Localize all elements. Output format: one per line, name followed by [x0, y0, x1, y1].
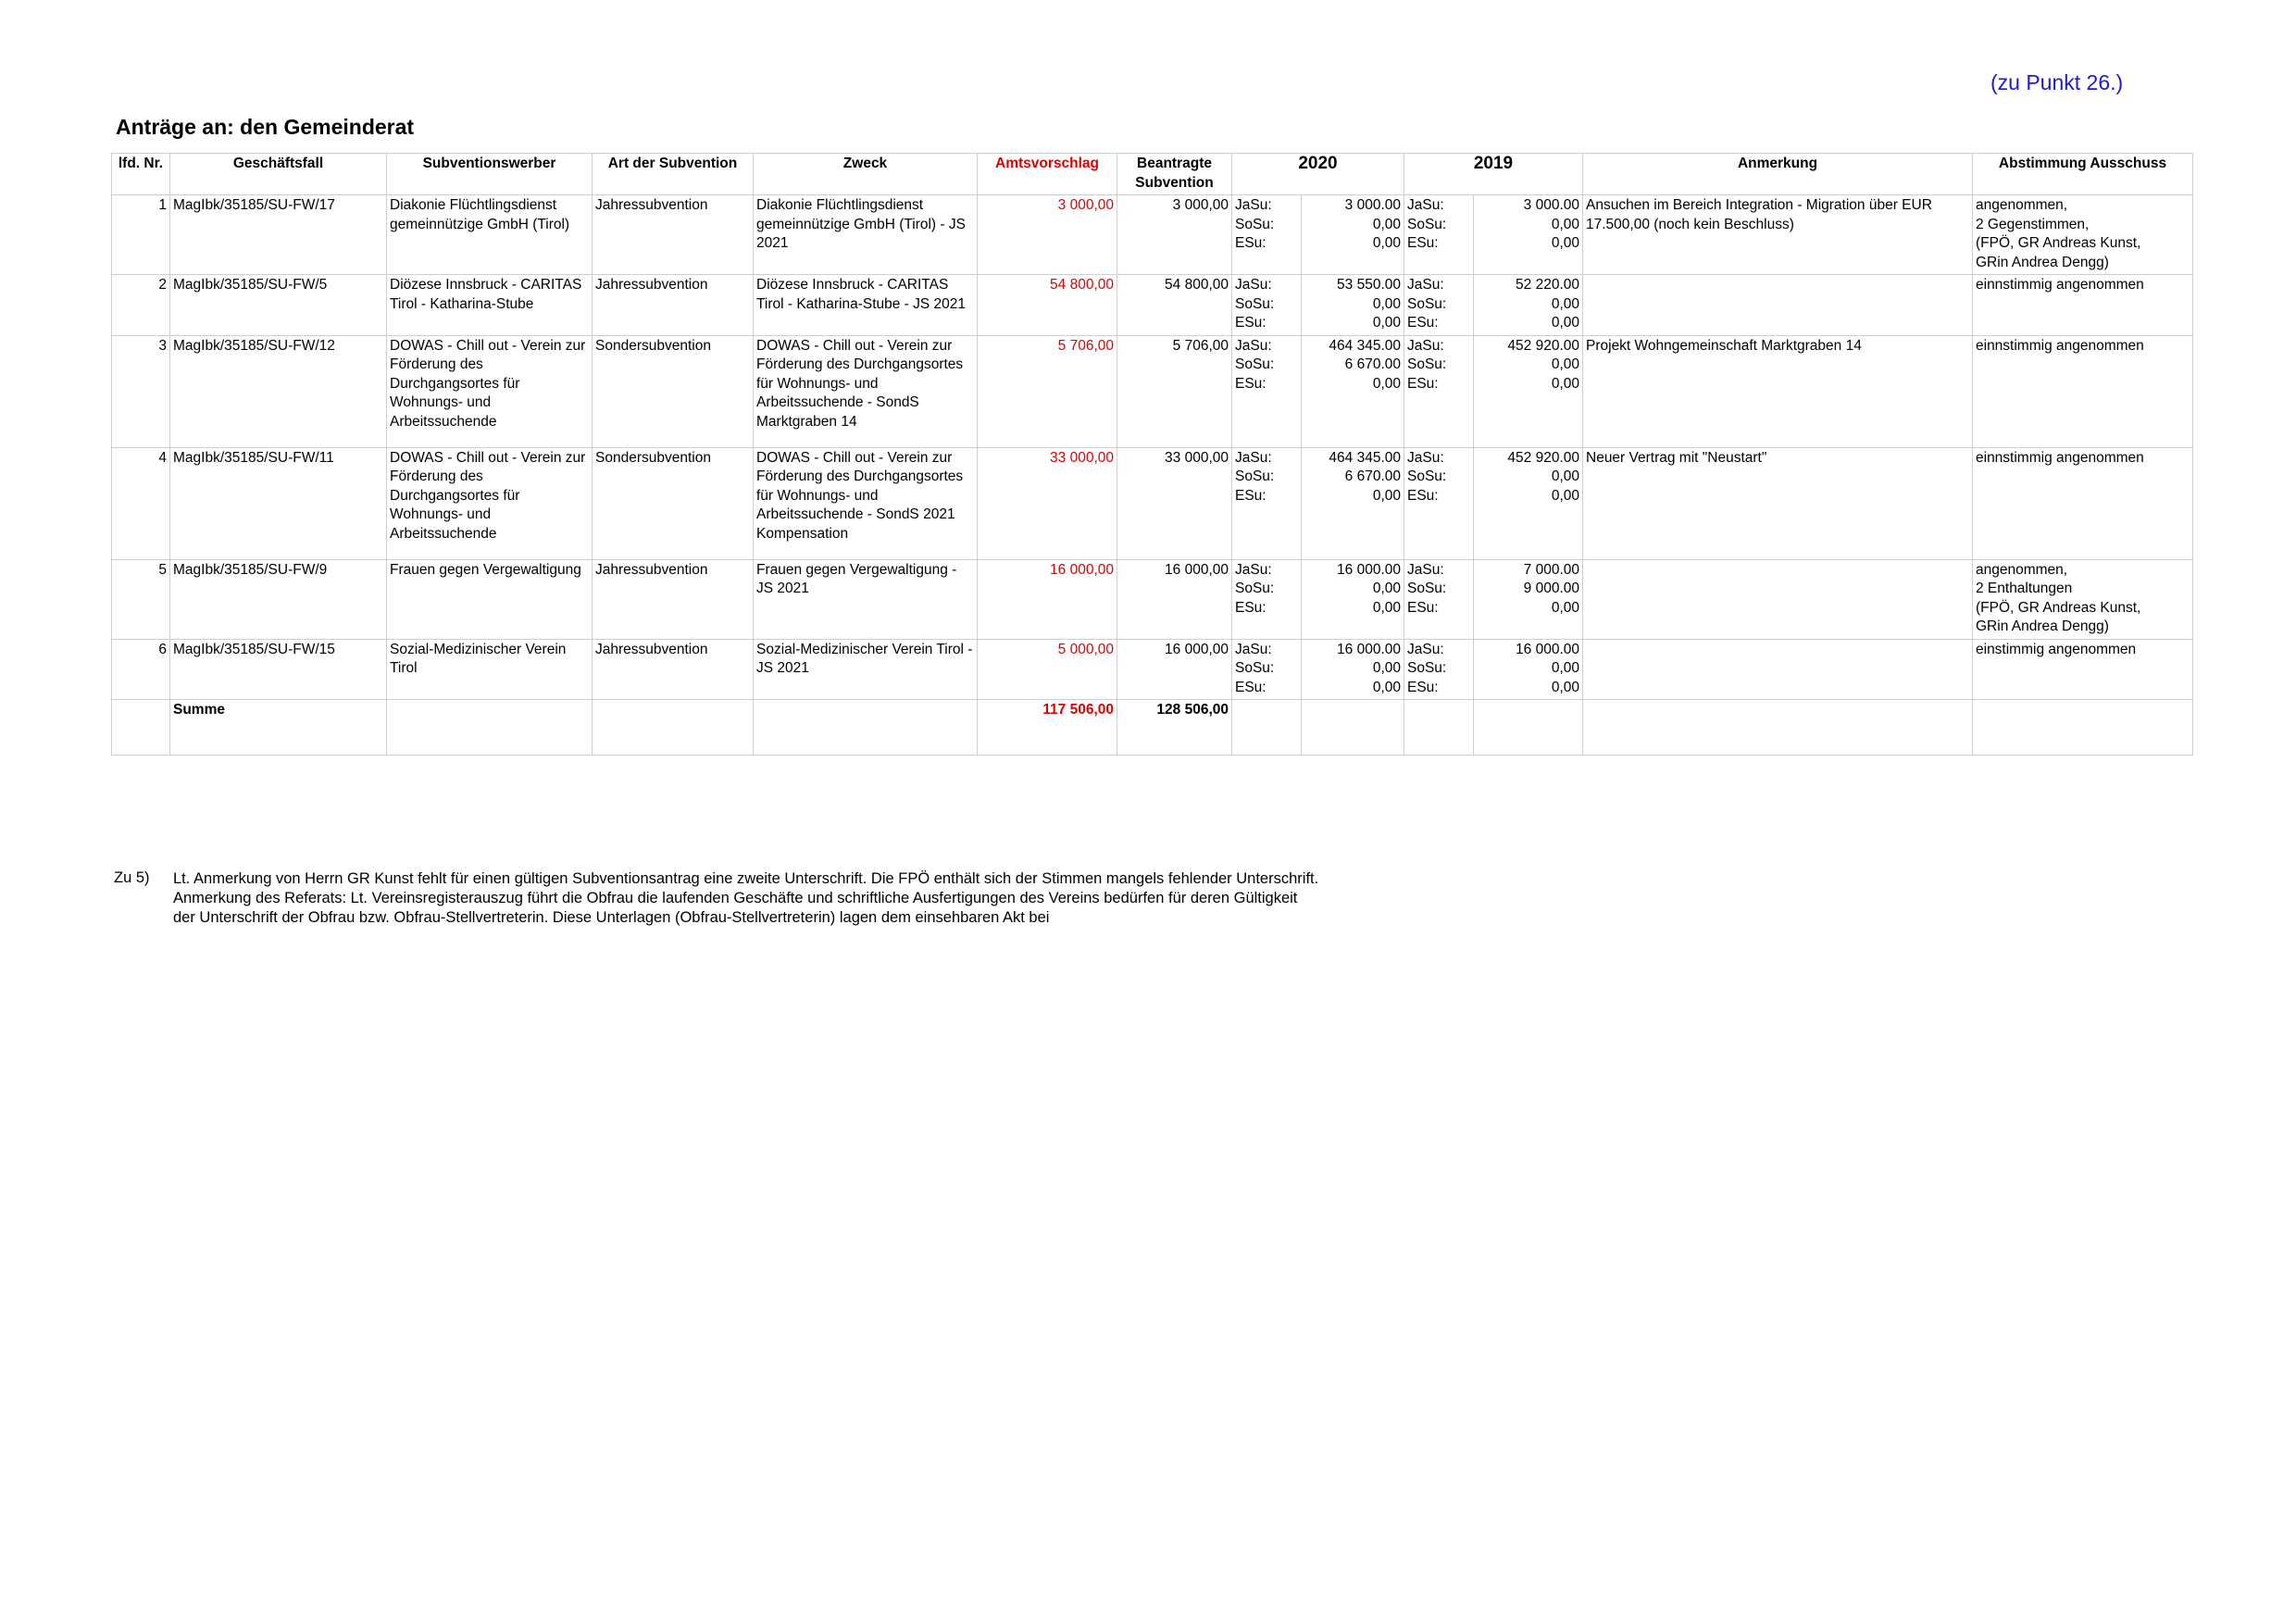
vote-line: GRin Andrea Dengg) — [1976, 618, 2109, 634]
amount-value: 53 550.00 — [1337, 277, 1401, 293]
col-header-proposal: Amtsvorschlag — [978, 154, 1117, 195]
committee-vote — [1973, 447, 2193, 559]
committee-vote — [1973, 639, 2193, 700]
subsidy-type: Sondersubvention — [593, 447, 754, 559]
proposal-amount: 33 000,00 — [978, 447, 1117, 559]
requested-amount: 16 000,00 — [1117, 639, 1232, 700]
subsidy-kind-label: SoSu: — [1407, 295, 1447, 312]
applicant: DOWAS - Chill out - Verein zur Förderung des Durchgangsortes für Wohnungs- und Arbeitssuchende — [387, 447, 593, 559]
amount-value: 9 000.00 — [1523, 581, 1579, 596]
amount-value: 0,00 — [1372, 375, 1401, 392]
amount-value: 464 345.00 — [1329, 337, 1401, 354]
amounts-y2020 — [1302, 447, 1404, 559]
col-header-applicant: Subventionswerber — [387, 154, 593, 195]
amount-value: 0,00 — [1551, 315, 1579, 331]
committee-vote — [1973, 275, 2193, 336]
footnote-line: Lt. Anmerkung von Herrn GR Kunst fehlt für einen gültigen Subventionsantrag eine zweite Unterschrift. Die FPÖ enthält sich der Stimmen mangels fehlender Unterschrift. — [173, 870, 1319, 887]
subsidy-kind-label: SoSu: — [1407, 660, 1447, 676]
amount-value: 0,00 — [1551, 487, 1579, 504]
footnote-line: der Unterschrift der Obfrau bzw. Obfrau-Stellvertreterin. Diese Unterlagen (Obfrau-Stellvertreterin) lagen dem einsehbaren Akt bei — [173, 909, 1050, 926]
total-cell-empty — [1583, 700, 1973, 756]
remark: Projekt Wohngemeinschaft Marktgraben 14 — [1583, 335, 1973, 447]
requested-amount: 5 706,00 — [1117, 335, 1232, 447]
total-proposal: 117 506,00 — [978, 700, 1117, 756]
remark — [1583, 275, 1973, 336]
committee-vote — [1973, 335, 2193, 447]
purpose: Frauen gegen Vergewaltigung - JS 2021 — [754, 559, 978, 639]
amounts-y2019 — [1474, 447, 1583, 559]
total-cell-empty — [1302, 700, 1404, 756]
col-header-year-2019: 2019 — [1404, 154, 1583, 195]
vote-line: einnstimmig angenommen — [1976, 277, 2144, 293]
subsidy-kind-label: SoSu: — [1407, 581, 1447, 596]
subsidy-kind-labels-y2019 — [1404, 447, 1474, 559]
proposal-amount: 5 706,00 — [978, 335, 1117, 447]
subsidy-kind-label: SoSu: — [1235, 356, 1275, 372]
page-title: Anträge an: den Gemeinderat — [116, 115, 415, 139]
vote-line: angenommen, — [1976, 197, 2068, 213]
subsidy-kind-labels-y2020 — [1232, 195, 1302, 275]
amount-value: 0,00 — [1372, 487, 1401, 504]
case-number: MagIbk/35185/SU-FW/5 — [170, 275, 387, 336]
col-header-case: Geschäftsfall — [170, 154, 387, 195]
amount-value: 0,00 — [1551, 468, 1579, 484]
total-cell-empty — [593, 700, 754, 756]
row-number: 2 — [112, 275, 170, 336]
requested-amount: 54 800,00 — [1117, 275, 1232, 336]
footnote-line: Anmerkung des Referats: Lt. Vereinsregisterauszug führt die Obfrau die laufenden Geschäfte und schriftliche Ausfertigungen des Vereins bedürfen für deren Gültigkeit — [173, 890, 1298, 906]
vote-line: (FPÖ, GR Andreas Kunst, — [1976, 599, 2141, 616]
subsidy-kind-label: JaSu: — [1235, 561, 1272, 578]
total-row — [112, 700, 2193, 756]
subsidy-kind-label: ESu: — [1235, 235, 1267, 251]
footnote-text — [173, 869, 1469, 928]
committee-vote — [1973, 195, 2193, 275]
agenda-reference: (zu Punkt 26.) — [1990, 70, 2124, 94]
requested-amount: 3 000,00 — [1117, 195, 1232, 275]
subsidy-kind-label: JaSu: — [1407, 641, 1444, 657]
amount-value: 52 220.00 — [1516, 277, 1579, 293]
subsidy-kind-label: SoSu: — [1407, 216, 1447, 232]
subsidy-kind-label: JaSu: — [1235, 641, 1272, 657]
amounts-y2020 — [1302, 275, 1404, 336]
amount-value: 0,00 — [1551, 599, 1579, 616]
total-cell-empty — [754, 700, 978, 756]
col-header-requested-line2: Subvention — [1135, 174, 1214, 191]
amount-value: 0,00 — [1372, 660, 1401, 676]
row-number: 1 — [112, 195, 170, 275]
amount-value: 0,00 — [1372, 679, 1401, 695]
subsidy-kind-label: ESu: — [1235, 679, 1267, 695]
amounts-y2020 — [1302, 559, 1404, 639]
table-row — [112, 275, 2193, 336]
applicant: Frauen gegen Vergewaltigung — [387, 559, 593, 639]
amounts-y2020 — [1302, 195, 1404, 275]
vote-line: GRin Andrea Dengg) — [1976, 254, 2109, 270]
amount-value: 0,00 — [1551, 235, 1579, 251]
table-row — [112, 447, 2193, 559]
amount-value: 452 920.00 — [1507, 337, 1579, 354]
committee-vote — [1973, 559, 2193, 639]
subsidy-kind-labels-y2019 — [1404, 335, 1474, 447]
amount-value: 3 000.00 — [1523, 197, 1579, 213]
table-row — [112, 335, 2193, 447]
amount-value: 0,00 — [1372, 235, 1401, 251]
case-number: MagIbk/35185/SU-FW/9 — [170, 559, 387, 639]
total-label: Summe — [170, 700, 387, 756]
amount-value: 0,00 — [1551, 660, 1579, 676]
amounts-y2020 — [1302, 335, 1404, 447]
subsidy-kind-label: ESu: — [1235, 315, 1267, 331]
amount-value: 6 670.00 — [1344, 468, 1401, 484]
vote-line: angenommen, — [1976, 561, 2068, 578]
table-row — [112, 639, 2193, 700]
total-cell-empty — [112, 700, 170, 756]
subsidy-kind-label: ESu: — [1235, 487, 1267, 504]
vote-line: einstimmig angenommen — [1976, 641, 2137, 657]
total-cell-empty — [1404, 700, 1474, 756]
proposal-amount: 5 000,00 — [978, 639, 1117, 700]
subsidy-type: Jahressubvention — [593, 275, 754, 336]
subsidy-kind-label: JaSu: — [1235, 277, 1272, 293]
amount-value: 6 670.00 — [1344, 356, 1401, 372]
amount-value: 0,00 — [1372, 599, 1401, 616]
subsidy-kind-labels-y2020 — [1232, 639, 1302, 700]
case-number: MagIbk/35185/SU-FW/15 — [170, 639, 387, 700]
subsidy-kind-label: ESu: — [1407, 487, 1439, 504]
requested-amount: 16 000,00 — [1117, 559, 1232, 639]
total-requested: 128 506,00 — [1117, 700, 1232, 756]
subsidy-kind-labels-y2020 — [1232, 559, 1302, 639]
table-row — [112, 195, 2193, 275]
subsidy-kind-label: JaSu: — [1407, 277, 1444, 293]
amount-value: 16 000.00 — [1337, 561, 1401, 578]
subsidy-kind-label: ESu: — [1407, 679, 1439, 695]
proposal-amount: 16 000,00 — [978, 559, 1117, 639]
applicant: Diakonie Flüchtlingsdienst gemeinnützige GmbH (Tirol) — [387, 195, 593, 275]
col-header-type: Art der Subvention — [593, 154, 754, 195]
subsidy-type: Jahressubvention — [593, 559, 754, 639]
vote-line: einnstimmig angenommen — [1976, 337, 2144, 354]
total-cell-empty — [387, 700, 593, 756]
subsidy-kind-label: JaSu: — [1235, 337, 1272, 354]
table-header-row — [112, 154, 2193, 195]
purpose: DOWAS - Chill out - Verein zur Förderung des Durchgangsortes für Wohnungs- und Arbeitssuchende - SondS Marktgraben 14 — [754, 335, 978, 447]
purpose: Sozial-Medizinischer Verein Tirol - JS 2021 — [754, 639, 978, 700]
amount-value: 0,00 — [1372, 315, 1401, 331]
amounts-y2020 — [1302, 639, 1404, 700]
subsidy-kind-labels-y2020 — [1232, 335, 1302, 447]
applicant: Sozial-Medizinischer Verein Tirol — [387, 639, 593, 700]
subsidy-kind-labels-y2019 — [1404, 195, 1474, 275]
vote-line: (FPÖ, GR Andreas Kunst, — [1976, 235, 2141, 251]
remark: Neuer Vertrag mit "Neustart" — [1583, 447, 1973, 559]
subsidy-kind-labels-y2019 — [1404, 559, 1474, 639]
subsidy-kind-label: JaSu: — [1407, 449, 1444, 466]
proposal-amount: 3 000,00 — [978, 195, 1117, 275]
subsidy-kind-label: ESu: — [1407, 315, 1439, 331]
subsidy-kind-label: ESu: — [1407, 235, 1439, 251]
applicant: Diözese Innsbruck - CARITAS Tirol - Katharina-Stube — [387, 275, 593, 336]
subsidy-kind-label: JaSu: — [1407, 561, 1444, 578]
subsidy-kind-label: SoSu: — [1407, 356, 1447, 372]
row-number: 5 — [112, 559, 170, 639]
footnote-label: Zu 5) — [114, 869, 150, 886]
amount-value: 452 920.00 — [1507, 449, 1579, 466]
subsidy-kind-label: SoSu: — [1235, 216, 1275, 232]
amount-value: 0,00 — [1551, 375, 1579, 392]
subsidy-kind-label: SoSu: — [1235, 581, 1275, 596]
subsidy-kind-label: ESu: — [1235, 599, 1267, 616]
purpose: DOWAS - Chill out - Verein zur Förderung des Durchgangsortes für Wohnungs- und Arbeitssuchende - SondS 2021 Kompensation — [754, 447, 978, 559]
col-header-requested — [1117, 154, 1232, 195]
table-row — [112, 559, 2193, 639]
requested-amount: 33 000,00 — [1117, 447, 1232, 559]
total-cell-empty — [1232, 700, 1302, 756]
row-number: 4 — [112, 447, 170, 559]
amounts-y2019 — [1474, 335, 1583, 447]
amount-value: 0,00 — [1551, 216, 1579, 232]
vote-line: einnstimmig angenommen — [1976, 449, 2144, 466]
purpose: Diakonie Flüchtlingsdienst gemeinnützige GmbH (Tirol) - JS 2021 — [754, 195, 978, 275]
subsidy-table — [111, 153, 2193, 756]
amount-value: 7 000.00 — [1523, 561, 1579, 578]
amount-value: 0,00 — [1372, 295, 1401, 312]
case-number: MagIbk/35185/SU-FW/11 — [170, 447, 387, 559]
subsidy-kind-labels-y2020 — [1232, 447, 1302, 559]
amount-value: 464 345.00 — [1329, 449, 1401, 466]
subsidy-type: Jahressubvention — [593, 195, 754, 275]
amount-value: 0,00 — [1372, 216, 1401, 232]
proposal-amount: 54 800,00 — [978, 275, 1117, 336]
amount-value: 0,00 — [1551, 679, 1579, 695]
vote-line: 2 Gegenstimmen, — [1976, 216, 2090, 232]
subsidy-kind-label: SoSu: — [1235, 660, 1275, 676]
total-cell-empty — [1474, 700, 1583, 756]
remark: Ansuchen im Bereich Integration - Migration über EUR 17.500,00 (noch kein Beschluss) — [1583, 195, 1973, 275]
applicant: DOWAS - Chill out - Verein zur Förderung des Durchgangsortes für Wohnungs- und Arbeitssuchende — [387, 335, 593, 447]
subsidy-kind-label: JaSu: — [1235, 197, 1272, 213]
subsidy-type: Sondersubvention — [593, 335, 754, 447]
col-header-vote: Abstimmung Ausschuss — [1973, 154, 2193, 195]
amounts-y2019 — [1474, 275, 1583, 336]
vote-line: 2 Enthaltungen — [1976, 581, 2073, 596]
purpose: Diözese Innsbruck - CARITAS Tirol - Katharina-Stube - JS 2021 — [754, 275, 978, 336]
case-number: MagIbk/35185/SU-FW/17 — [170, 195, 387, 275]
amounts-y2019 — [1474, 195, 1583, 275]
amount-value: 3 000.00 — [1344, 197, 1401, 213]
col-header-nr: lfd. Nr. — [112, 154, 170, 195]
row-number: 3 — [112, 335, 170, 447]
col-header-year-2020: 2020 — [1232, 154, 1404, 195]
subsidy-kind-label: JaSu: — [1407, 197, 1444, 213]
subsidy-kind-label: ESu: — [1407, 599, 1439, 616]
remark — [1583, 639, 1973, 700]
col-header-purpose: Zweck — [754, 154, 978, 195]
subsidy-kind-label: ESu: — [1407, 375, 1439, 392]
subsidy-kind-labels-y2019 — [1404, 275, 1474, 336]
amount-value: 16 000.00 — [1516, 641, 1579, 657]
subsidy-kind-label: ESu: — [1235, 375, 1267, 392]
amount-value: 0,00 — [1551, 295, 1579, 312]
col-header-requested-line1: Beantragte — [1137, 156, 1212, 171]
amount-value: 0,00 — [1551, 356, 1579, 372]
remark — [1583, 559, 1973, 639]
subsidy-kind-label: SoSu: — [1235, 295, 1275, 312]
subsidy-kind-label: JaSu: — [1407, 337, 1444, 354]
subsidy-kind-label: SoSu: — [1407, 468, 1447, 484]
row-number: 6 — [112, 639, 170, 700]
col-header-remark: Anmerkung — [1583, 154, 1973, 195]
total-cell-empty — [1973, 700, 2193, 756]
subsidy-kind-label: JaSu: — [1235, 449, 1272, 466]
subsidy-type: Jahressubvention — [593, 639, 754, 700]
amounts-y2019 — [1474, 639, 1583, 700]
subsidy-kind-labels-y2019 — [1404, 639, 1474, 700]
case-number: MagIbk/35185/SU-FW/12 — [170, 335, 387, 447]
subsidy-kind-labels-y2020 — [1232, 275, 1302, 336]
amount-value: 16 000.00 — [1337, 641, 1401, 657]
amounts-y2019 — [1474, 559, 1583, 639]
subsidy-kind-label: SoSu: — [1235, 468, 1275, 484]
amount-value: 0,00 — [1372, 581, 1401, 596]
